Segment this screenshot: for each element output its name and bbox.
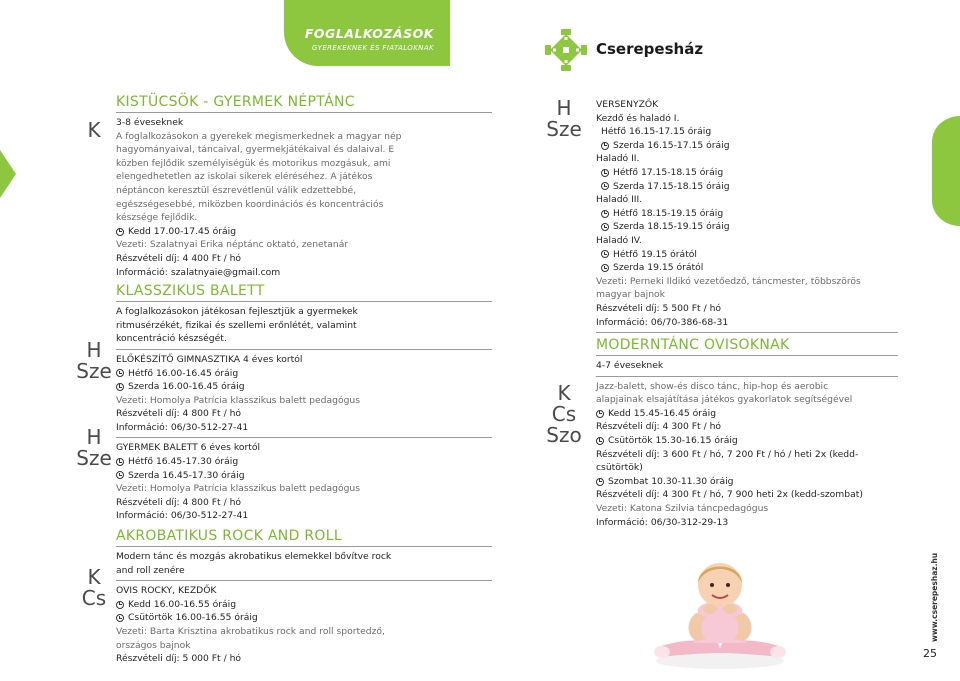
info-text: Információ: 06/30-312-29-13 (596, 516, 729, 528)
leader-text: Vezeti: Szalatnyai Erika néptánc oktató, zenetanár (116, 239, 349, 251)
schedule-line: Kedd 16.00-16.55 óráig (116, 598, 492, 612)
fee-text: Részvételi díj: 4 800 Ft / hó (116, 408, 242, 420)
schedule-line: Hétfő 16.00-16.45 óráig (116, 367, 492, 381)
page-number: 25 (923, 647, 937, 660)
age-text: 3-8 éveseknek (116, 117, 184, 128)
clock-icon (596, 478, 604, 486)
website-url: www.cserepeshaz.hu (930, 552, 939, 642)
schedule-line: Szerda 17.15-18.15 óráig (596, 180, 898, 194)
section-title-kistucskok: KISTÜCSÖK - GYERMEK NÉPTÁNC (116, 94, 355, 110)
clock-icon (116, 614, 124, 622)
fee-text: Részvételi díj: 4 300 Ft / hó, 7 900 heti 2x (kedd-szombat) (596, 489, 863, 501)
fee-text: Részvételi díj: 3 600 Ft / hó, 7 200 Ft / hó / heti 2x (kedd-csütörtök) (596, 448, 859, 474)
schedule-line: Hétfő 19.15 órától (596, 248, 898, 262)
leader-text: Vezeti: Perneki Ildikó vezetőedző, táncmester, többszörös magyar bajnok (596, 275, 861, 301)
schedule-line: Szerda 16.15-17.15 óráig (596, 139, 898, 153)
clock-icon (116, 369, 124, 377)
header-banner (284, 0, 450, 66)
group-name: OVIS ROCKY, KEZDŐK (116, 585, 217, 597)
group-name: GYERMEK BALETT 6 éves kortól (116, 442, 261, 454)
info-text: Információ: 06/30-512-27-41 (116, 510, 249, 522)
schedule-line: Csütörtök 15.30-16.15 óráig (596, 434, 898, 448)
schedule-line: Hétfő 16.15-17.15 óráig (601, 126, 712, 138)
description: Jazz-balett, show-és disco tánc, hip-hop és aerobic alapjainak elsajátítása játékos gyakorlatok segítségével (596, 380, 853, 406)
level-label: Haladó III. (596, 194, 643, 206)
description: A foglalkozásokon a gyerekek megismerkednek a magyar nép hagyományaival, táncaival, gyermekjátékaival és dalaival. E közben fejlődik személyiségük és motorikus mozgásuk, ami elengedhetetlen az iskolai sikerek eléréséhez. A játékos néptáncon keresztül észrevétlenül válik edzettebbé, egészségesebbé, miközben koordinációs és koncentrációs készsége fejlődik. (116, 130, 402, 224)
clock-icon (116, 601, 124, 609)
header-subtitle: GYEREKEKNEK ÉS FIATALOKNAK (311, 44, 434, 52)
clock-icon (596, 410, 604, 418)
schedule-line: Szerda 16.00-16.45 óráig (116, 380, 492, 394)
child-stretching-photo (652, 543, 788, 673)
clock-icon (116, 458, 124, 466)
clock-icon (601, 264, 609, 272)
fee-text: Részvételi díj: 4 800 Ft / hó (116, 496, 242, 508)
divider (596, 332, 898, 333)
divider (596, 376, 898, 377)
day-labels-moderntanc: K Cs Szo (546, 381, 582, 447)
section-title-balett: KLASSZIKUS BALETT (116, 283, 265, 300)
clock-icon (116, 471, 124, 479)
level-label: Haladó IV. (596, 234, 642, 246)
clock-icon (596, 437, 604, 445)
divider (116, 112, 492, 113)
fee-text: Részvételi díj: 5 500 Ft / hó (596, 302, 722, 314)
fee-text: Részvételi díj: 5 000 Ft / hó (116, 653, 242, 665)
divider (116, 349, 492, 350)
section-title-moderntanc: MODERNTÁNC OVISOKNAK (596, 337, 790, 354)
divider (116, 437, 492, 438)
group-name: ELŐKÉSZÍTŐ GIMNASZTIKA 4 éves kortól (116, 353, 303, 365)
schedule-line: Szerda 19.15 órától (596, 261, 898, 275)
info-text: Információ: 06/30-512-27-41 (116, 421, 249, 433)
divider (116, 301, 492, 302)
schedule-line: Hétfő 17.15-18.15 óráig (596, 166, 898, 180)
description: Modern tánc és mozgás akrobatikus elemekkel bővítve rock and roll zenére (116, 551, 392, 576)
day-labels-kistucskok: K (87, 118, 101, 142)
group-title-versenyzok: VERSENYZŐK (596, 99, 659, 110)
cserepeshaz-logo-icon (544, 28, 588, 72)
level-label: Haladó II. (596, 153, 640, 165)
divider (116, 580, 492, 581)
left-column (116, 93, 492, 666)
schedule-line: Hétfő 18.15-19.15 óráig (596, 207, 898, 221)
level-label: Kezdő és haladó I. (596, 112, 680, 124)
day-labels-versenyzok: H Sze (546, 96, 582, 141)
schedule-line: Csütörtök 16.00-16.55 óráig (116, 611, 492, 625)
divider (596, 355, 898, 356)
day-labels-gimnasztika: H Sze (76, 338, 112, 383)
fee-text: Részvételi díj: 4 300 Ft / hó (596, 421, 722, 433)
info-text: Információ: szalatnyaie@gmail.com (116, 266, 281, 278)
right-column (596, 98, 898, 529)
leader-text: Vezeti: Barta Krisztina akrobatikus rock and roll sportedző, országos bajnok (116, 626, 385, 651)
page-header (0, 0, 960, 76)
clock-icon (601, 210, 609, 218)
schedule-line: Kedd 17.00-17.45 óráig (116, 225, 492, 239)
leader-text: Vezeti: Homolya Patrícia klasszikus balett pedagógus (116, 483, 361, 495)
day-labels-gyermek-balett: H Sze (76, 425, 112, 470)
schedule-line: Kedd 15.45-16.45 óráig (596, 407, 898, 421)
schedule-line: Szerda 16.45-17.30 óráig (116, 469, 492, 483)
fee-text: Részvételi díj: 4 400 Ft / hó (116, 252, 242, 264)
divider (116, 546, 492, 547)
clock-icon (601, 142, 609, 150)
leader-text: Vezeti: Katona Szilvia táncpedagógus (596, 503, 769, 515)
clock-icon (601, 182, 609, 190)
day-labels-akro: K Cs (81, 565, 107, 610)
schedule-line: Szombat 10.30-11.30 óráig (596, 475, 898, 489)
schedule-line: Szerda 18.15-19.15 óráig (596, 220, 898, 234)
clock-icon (601, 169, 609, 177)
age-text: 4-7 éveseknek (596, 360, 664, 372)
logo-text: Cserepesház (596, 40, 704, 58)
right-leaf-decoration (932, 116, 960, 226)
clock-icon (116, 383, 124, 391)
header-title: FOGLALKOZÁSOK (304, 26, 434, 41)
description: A foglalkozásokon játékosan fejlesztjük a gyermekek ritmusérzékét, fizikai és szellemi erőnlétét, valamint koncentráció készségét. (116, 306, 358, 345)
clock-icon (116, 228, 124, 236)
schedule-line: Hétfő 16.45-17.30 óráig (116, 455, 492, 469)
clock-icon (601, 250, 609, 258)
section-title-akro: AKROBATIKUS ROCK AND ROLL (116, 528, 342, 545)
info-text: Információ: 06/70-386-68-31 (596, 316, 729, 328)
clock-icon (601, 223, 609, 231)
leader-text: Vezeti: Homolya Patrícia klasszikus balett pedagógus (116, 394, 361, 406)
left-arrow-decoration (0, 150, 16, 198)
